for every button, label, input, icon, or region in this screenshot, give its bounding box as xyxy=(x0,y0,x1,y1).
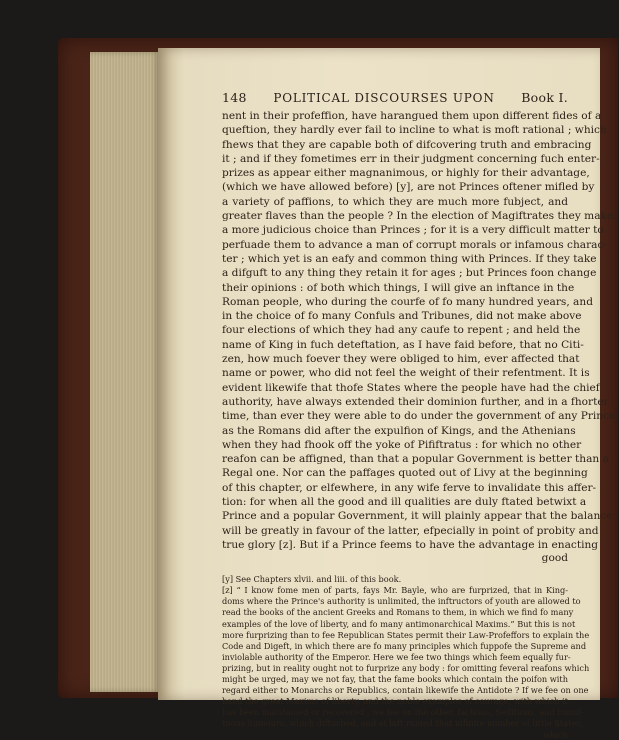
body-line: name of King in fuch deteftation, as I have faid before, that no Citi- xyxy=(222,338,584,351)
footnote-line: read the books of the ancient Greeks and Romans to them, in which we find fo many xyxy=(222,607,574,618)
body-line: authority, have always extended their dominion further, and in a fhorter xyxy=(222,395,609,408)
body-line: name or power, who did not feel the weight of their refentment. It is xyxy=(222,367,590,380)
body-line: a variety of paffions, to which they are much more fubject, and xyxy=(222,195,568,208)
body-line: will be greatly in favour of the latter, efpecially in point of probity and xyxy=(222,524,599,537)
body-text xyxy=(222,109,619,552)
page-edges xyxy=(90,52,160,692)
body-line: (which we have allowed before) [y], are not Princes oftener mifled by xyxy=(222,181,595,194)
body-line: fhews that they are capable both of difcovering truth and embracing xyxy=(222,138,592,151)
page-number: 148 xyxy=(222,90,247,105)
body-line: four elections of which they had any caufe to repent ; and held the xyxy=(222,324,581,337)
footnote-line: might be urged, may we not fay, that the fame books which contain the poifon with xyxy=(222,674,568,685)
footnote-line: Code and Digeft, in which there are fo many principles which fuppofe the Supreme and xyxy=(222,640,587,651)
footnote-line: [y] See Chapters xlvii. and liii. of this book. xyxy=(222,574,402,585)
body-line: prizes as appear either magnanimous, or highly for their advantage, xyxy=(222,167,590,180)
book-label: Book I. xyxy=(521,90,568,105)
body-line: as the Romans did after the expulfion of Kings, and the Athenians xyxy=(222,424,576,437)
body-line: reafon can be affigned, than that a popular Government is better than a xyxy=(222,453,609,466)
body-line: perfuade them to advance a man of corrupt morals or infamous charac- xyxy=(222,238,607,251)
body-line: it ; and if they fometimes err in their judgment concerning fuch enter- xyxy=(222,152,600,165)
footnote-line: doms where the Prince's authority is unlimited, the inftructors of youth are allowed to xyxy=(222,596,581,607)
footnote-line: inviolable authority of the Emperor. Here we fee two things which feem equally fur- xyxy=(222,651,571,662)
body-line: Regal one. Nor can the paffages quoted out of Livy at the beginning xyxy=(222,467,588,480)
body-line: Prince and a popular Government, it will plainly appear that the balance xyxy=(222,510,613,523)
body-line: true glory [z]. But if a Prince feems to have the advantage in enacting xyxy=(222,538,599,551)
page-text-block xyxy=(222,90,619,740)
footnote-catchword: which xyxy=(543,729,568,740)
body-line: their opinions : of both which things, I will give an inftance in the xyxy=(222,281,575,294)
footnote-line: [z] “ I know fome men of parts, fays Mr. Bayle, who are furprized, that in King- xyxy=(222,585,568,596)
body-line: Roman people, who during the courfe of fo many hundred years, and xyxy=(222,295,593,308)
body-line: a more judicious choice than Princes ; for it is a very difficult matter to xyxy=(222,224,604,237)
body-catchword: good xyxy=(541,552,568,565)
running-head xyxy=(222,90,568,105)
body-line: when they had fhook off the yoke of Pififtratus : for which no other xyxy=(222,438,582,451)
body-line: time, than ever they were able to do under the government of any Prince; xyxy=(222,410,619,423)
footnotes xyxy=(222,574,590,729)
footnote-line: examples of the love of liberty, and fo many antimonarchical Maxims.” But this is not xyxy=(222,618,576,629)
footnote-line: more furprizing than to fee Republican States permit their Law-Profeffors to explain the xyxy=(222,629,590,640)
body-line: in the choice of fo many Confuls and Tribunes, did not make above xyxy=(222,310,582,323)
body-line: of this chapter, or elfewhere, in any wife ferve to invalidate this affer- xyxy=(222,481,597,494)
body-line: nent in their profeffion, have harangued them upon different fides of a xyxy=(222,110,602,122)
body-line: zen, how much foever they were obliged to him, ever affected that xyxy=(222,353,580,366)
body-line: greater flaves than the people ? In the election of Magiftrates they make xyxy=(222,210,614,223)
footnote-line: hand the great Maxims of liberty, and the noble examples of courage, with which it xyxy=(222,696,568,707)
running-title: POLITICAL DISCOURSES UPON xyxy=(273,91,495,105)
body-line: tion: for when all the good and ill qualities are duly ftated betwixt a xyxy=(222,496,587,509)
body-line: ter ; which yet is an eafy and common thing with Princes. If they take xyxy=(222,252,597,265)
body-line: evident likewife that thofe States where the people have had the chief xyxy=(222,381,600,394)
footnote-line: tuous humours, which difturbed, and at laft ruined that infinite number of little States, xyxy=(222,718,584,729)
footnote-line: regard either to Monarchs or Republics, contain likewife the Antidote ? If we fee on one xyxy=(222,685,589,696)
body-line: queftion, they hardly ever fail to incline to what is moft rational ; which xyxy=(222,124,607,137)
footnote-line: has been maintained or recovered ; we fee on the other, factions, Seditions, and tumul- xyxy=(222,707,585,718)
footnote-line: prizing, but in reality ought not to furprize any body : for omitting feveral reafons which xyxy=(222,662,590,673)
body-line: a difguft to any thing they retain it for ages ; but Princes foon change xyxy=(222,267,597,280)
